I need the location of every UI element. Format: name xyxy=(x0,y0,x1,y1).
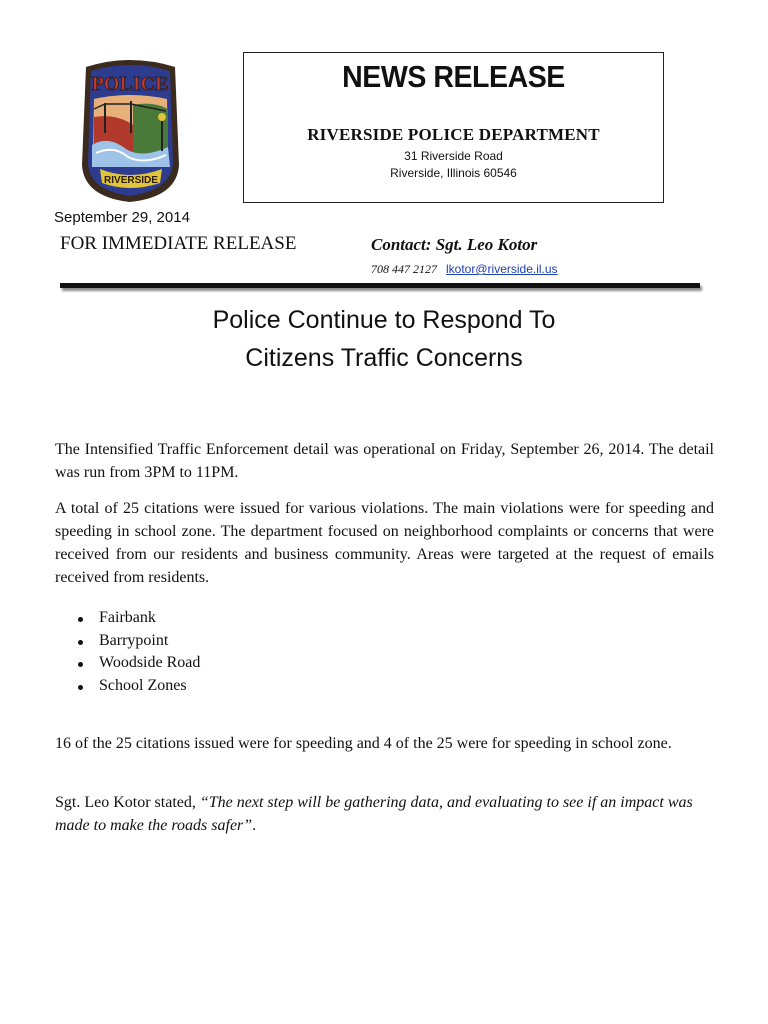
svg-text:RIVERSIDE: RIVERSIDE xyxy=(104,175,158,186)
department-city: Riverside, Illinois 60546 xyxy=(390,166,517,180)
immediate-release-label: FOR IMMEDIATE RELEASE xyxy=(60,233,297,254)
headline xyxy=(0,301,768,377)
contact-email-link[interactable]: lkotor@riverside.il.us xyxy=(446,262,558,276)
police-badge-logo xyxy=(78,57,183,203)
list-item: Fairbank xyxy=(76,607,200,630)
department-street: 31 Riverside Road xyxy=(404,149,503,163)
department-name: RIVERSIDE POLICE DEPARTMENT xyxy=(307,125,600,144)
targeted-areas-list xyxy=(76,607,200,697)
headline-line-2: Citizens Traffic Concerns xyxy=(245,344,523,372)
header-divider xyxy=(60,283,700,288)
news-release-box xyxy=(243,52,664,203)
list-item: Woodside Road xyxy=(76,652,200,675)
list-item: Barrypoint xyxy=(76,630,200,653)
paragraph-quote xyxy=(55,791,714,837)
quote-lead: Sgt. Leo Kotor stated, xyxy=(55,794,200,811)
contact-phone: 708 447 2127 xyxy=(371,262,437,276)
news-release-title: NEWS RELEASE xyxy=(342,59,565,94)
list-item: School Zones xyxy=(76,675,200,698)
contact-details xyxy=(371,262,558,277)
quote-text: “The next step will be gathering data, and evaluating to see if an impact was made to make the roads safer” xyxy=(55,794,693,834)
headline-line-1: Police Continue to Respond To xyxy=(212,306,556,334)
svg-text:POLICE: POLICE xyxy=(91,73,169,95)
release-date: September 29, 2014 xyxy=(54,209,190,226)
contact-name: Contact: Sgt. Leo Kotor xyxy=(371,235,538,254)
paragraph-citations: A total of 25 citations were issued for various violations. The main violations were for speeding and speeding in school zone. The department focused on neighborhood complaints or concerns that were received from our residents and business community. Areas were targeted at the request of emails received from residents. xyxy=(55,500,714,586)
quote-end: . xyxy=(252,817,257,834)
paragraph-speeding-stats: 16 of the 25 citations issued were for speeding and 4 of the 25 were for speeding in school zone. xyxy=(55,735,672,752)
paragraph-detail-date: The Intensified Traffic Enforcement detail was operational on Friday, September 26, 2014. The detail was run from 3PM to 11PM. xyxy=(55,441,714,481)
